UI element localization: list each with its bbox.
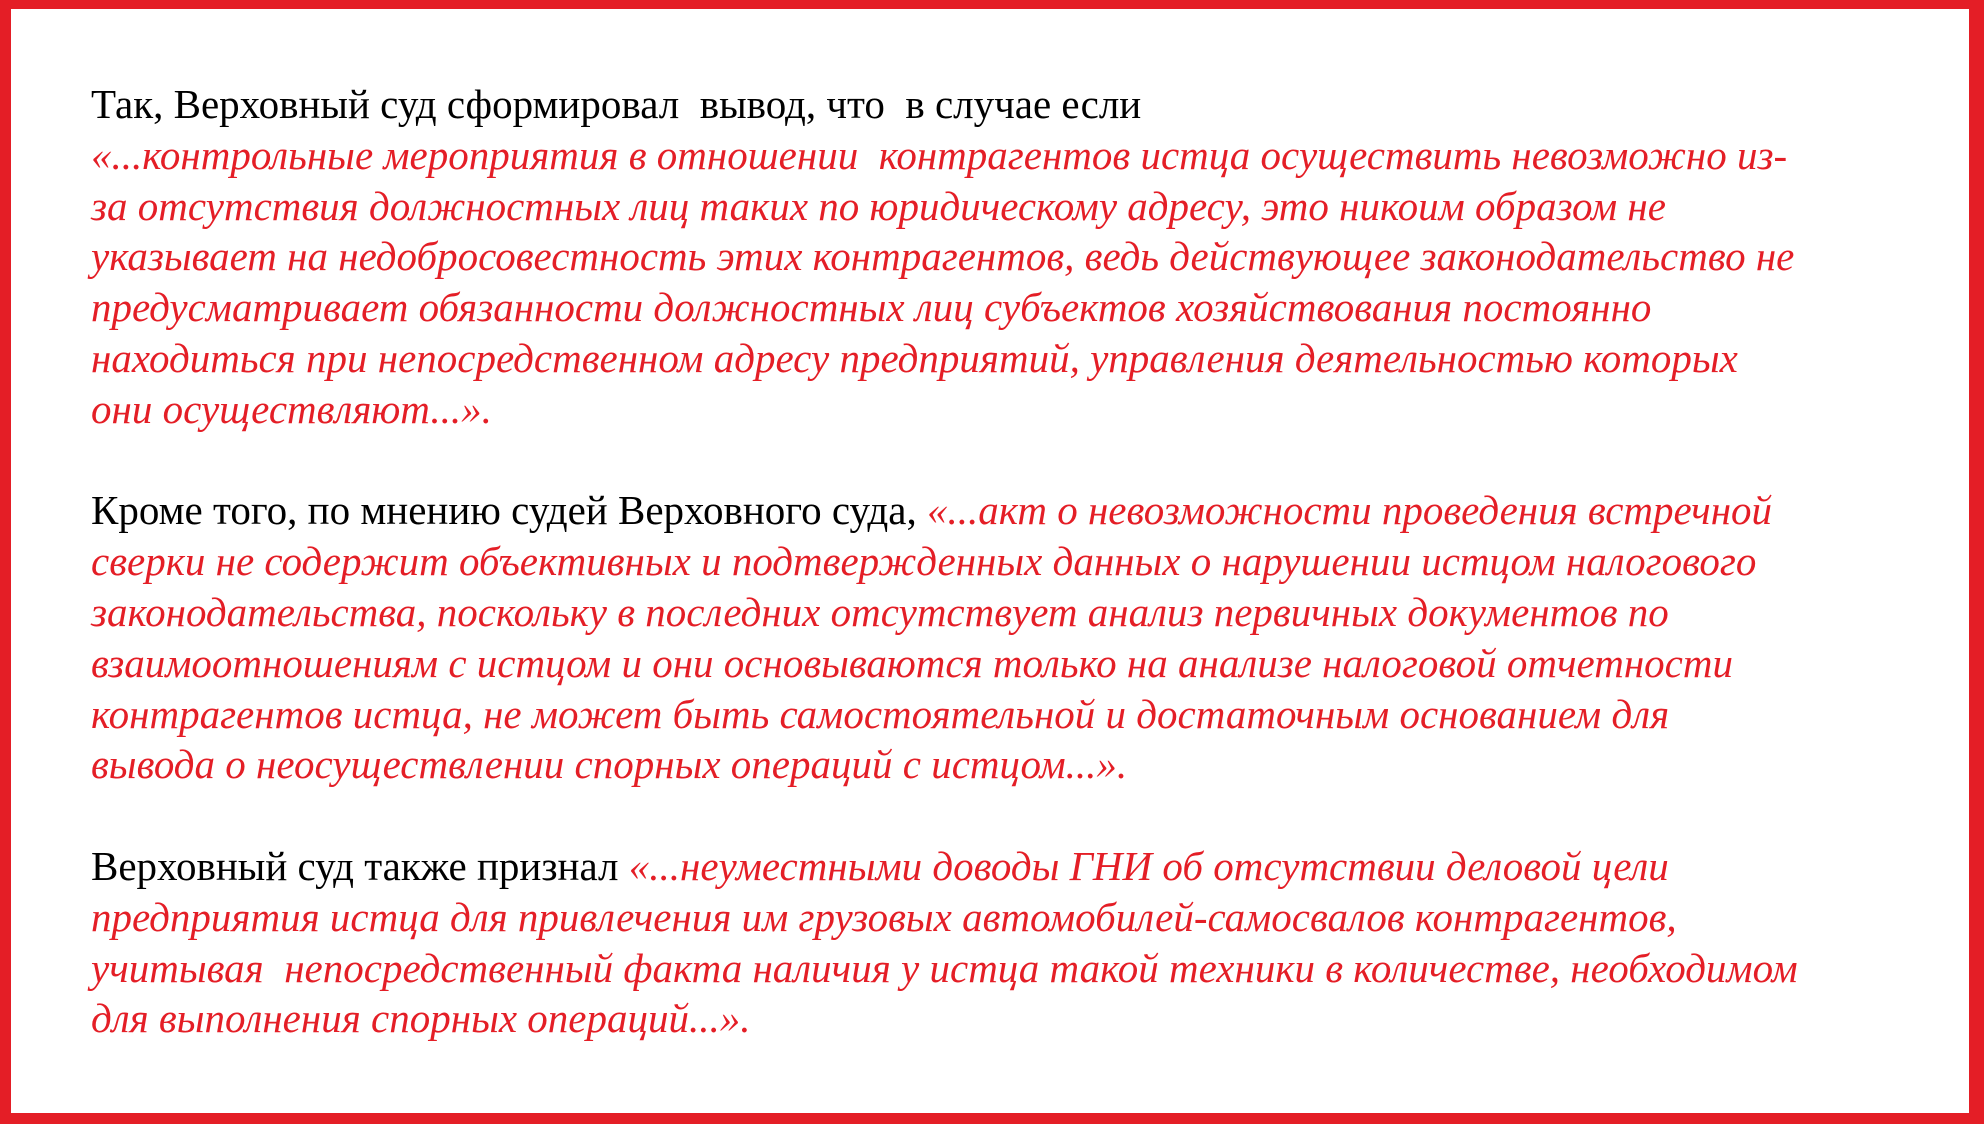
paragraph-conclusion (91, 79, 1971, 435)
paragraph-intro-text: Кроме того, по мнению судей Верховного суда, (91, 487, 927, 534)
paragraph-judges-opinion (91, 485, 1971, 790)
paragraph-recognition (91, 841, 1971, 1044)
paragraph-intro-text: Так, Верховный суд сформировал вывод, что в случае если (91, 81, 1142, 127)
court-quote: «...контрольные мероприятия в отношении контрагентов истца осуществить невозможно из- за отсутствия должностных лиц таких по юридическому адресу, это никоим образом не указывает на недобросовестность этих контрагентов, ведь действующее законодательство не предусматривает обязанности должностных лиц субъектов хозяйствования постоянно находиться при непосредственном адресу предприятий, управления деятельностью которых они осуществляют...». (91, 131, 1795, 432)
document-body (91, 79, 1971, 1044)
paragraph-intro-text: Верховный суд также признал (91, 842, 629, 889)
court-quote: «...акт о невозможности проведения встречной сверки не содержит объективных и подтвержденных данных о нарушении истцом налогового законодательства, поскольку в последних отсутствует анализ первичных документов по взаимоотношениям с истцом и они основываются только на анализе налоговой отчетности контрагентов истца, не может быть самостоятельной и достаточным основанием для вывода о неосуществлении спорных операций с истцом...». (91, 487, 1773, 788)
court-quote: «...неуместными доводы ГНИ об отсутствии деловой цели предприятия истца для привлечения им грузовых автомобилей-самосвалов контрагентов, учитывая непосредственный факта наличия у истца такой техники в количестве, необходимом для выполнения спорных операций...». (91, 842, 1798, 1042)
